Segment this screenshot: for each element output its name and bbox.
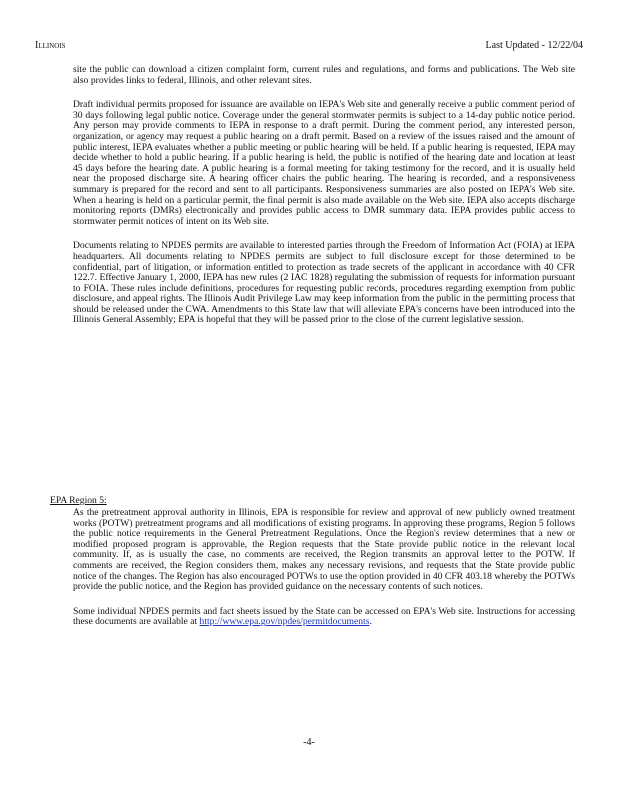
page-header: [35, 40, 583, 54]
permit-documents-link[interactable]: http://www.epa.gov/npdes/permitdocuments: [199, 616, 370, 628]
permit-documents-text: Some individual NPDES permits and fact sheets issued by the State can be accessed on EPA's Web site. Instructions for accessing these documents are available at: [73, 605, 575, 628]
paragraph-web-site: site the public can download a citizen complaint form, current rules and regulations, and forms and publications. The Web site also provides links to federal, Illinois, and other relevant sites.: [73, 64, 575, 86]
paragraph-permit-documents: [73, 607, 575, 628]
page-number: -4-: [303, 737, 315, 748]
paragraph-draft-permits: Draft individual permits proposed for issuance are available on IEPA's Web site and generally receive a public comment period of 30 days following legal public notice. Coverage under the general stormwater permits is subject to a 14-day public notice period. Any person may provide comments to IEPA in response to a draft permit. During the comment period, any interested person, organization, or agency may request a public hearing on a draft permit. Based on a review of the issues raised and the amount of public interest, IEPA evaluates whether a public meeting or public hearing will be held. If a public hearing is requested, IEPA may decide whether to hold a public hearing. If a public hearing is held, the public is notified of the hearing date and location at least 45 days before the hearing date. A public hearing is a formal meeting for taking testimony for the record, and it is usually held near the proposed discharge site. A hearing officer chairs the public hearing. The hearing is recorded, and a responsiveness summary is prepared for the record and sent to all participants. Responsiveness summaries are also posted on IEPA's Web site. When a hearing is held on a particular permit, the final permit is also made available on the Web site. IEPA also accepts discharge monitoring reports (DMRs) electronically and provides public access to DMR summary data. IEPA provides public access to stormwater permit notices of intent on its Web site.: [73, 99, 575, 227]
paragraph-foia: Documents relating to NPDES permits are available to interested parties through the Freedom of Information Act (FOIA) at IEPA headquarters. All documents relating to NPDES permits are subject to full disclosure except for those determined to be confidential, part of litigation, or information entitled to protection as trade secrets of the applicant in accordance with 40 CFR 122.7. Effective January 1, 2000, IEPA has new rules (2 IAC 1828) regulating the submission of requests for information pursuant to FOIA. These rules include definitions, procedures for requesting public records, procedures regarding exemption from public disclosure, and appeal rights. The Illinois Audit Privilege Law may keep information from the public in the permitting process that should be released under the CWA. Amendments to this State law that will alleviate EPA's concerns have been introduced into the Illinois General Assembly; EPA is hopeful that they will be passed prior to the close of the current legislative session.: [73, 240, 575, 326]
header-last-updated: Last Updated - 12/22/04: [485, 40, 583, 51]
section-heading-text: EPA Region 5:: [50, 495, 107, 506]
permit-documents-end: .: [369, 616, 372, 628]
paragraph-pretreatment: As the pretreatment approval authority in Illinois, EPA is responsible for review and approval of new publicly owned treatment works (POTW) pretreatment programs and all modifications of existing programs. In approving these programs, Region 5 follows the public notice requirements in the General Pretreatment Regulations. Once the Region's review determines that a new or modified proposed program is approvable, the Region requests that the State provide public notice in the relevant local community. If, as is usually the case, no comments are received, the Region transmits an approval letter to the POTW. If comments are received, the Region considers them, makes any necessary revisions, and requests that the State provide public notice of the changes. The Region has also encouraged POTWs to use the option provided in 40 CFR 403.18 whereby the POTWs provide the public notice, and the Region has provided guidance on the necessary contents of such notices.: [73, 507, 575, 593]
body-text: [73, 65, 575, 340]
section-body: [73, 508, 575, 642]
header-state: Illinois: [35, 40, 66, 51]
section-heading: [50, 495, 107, 506]
